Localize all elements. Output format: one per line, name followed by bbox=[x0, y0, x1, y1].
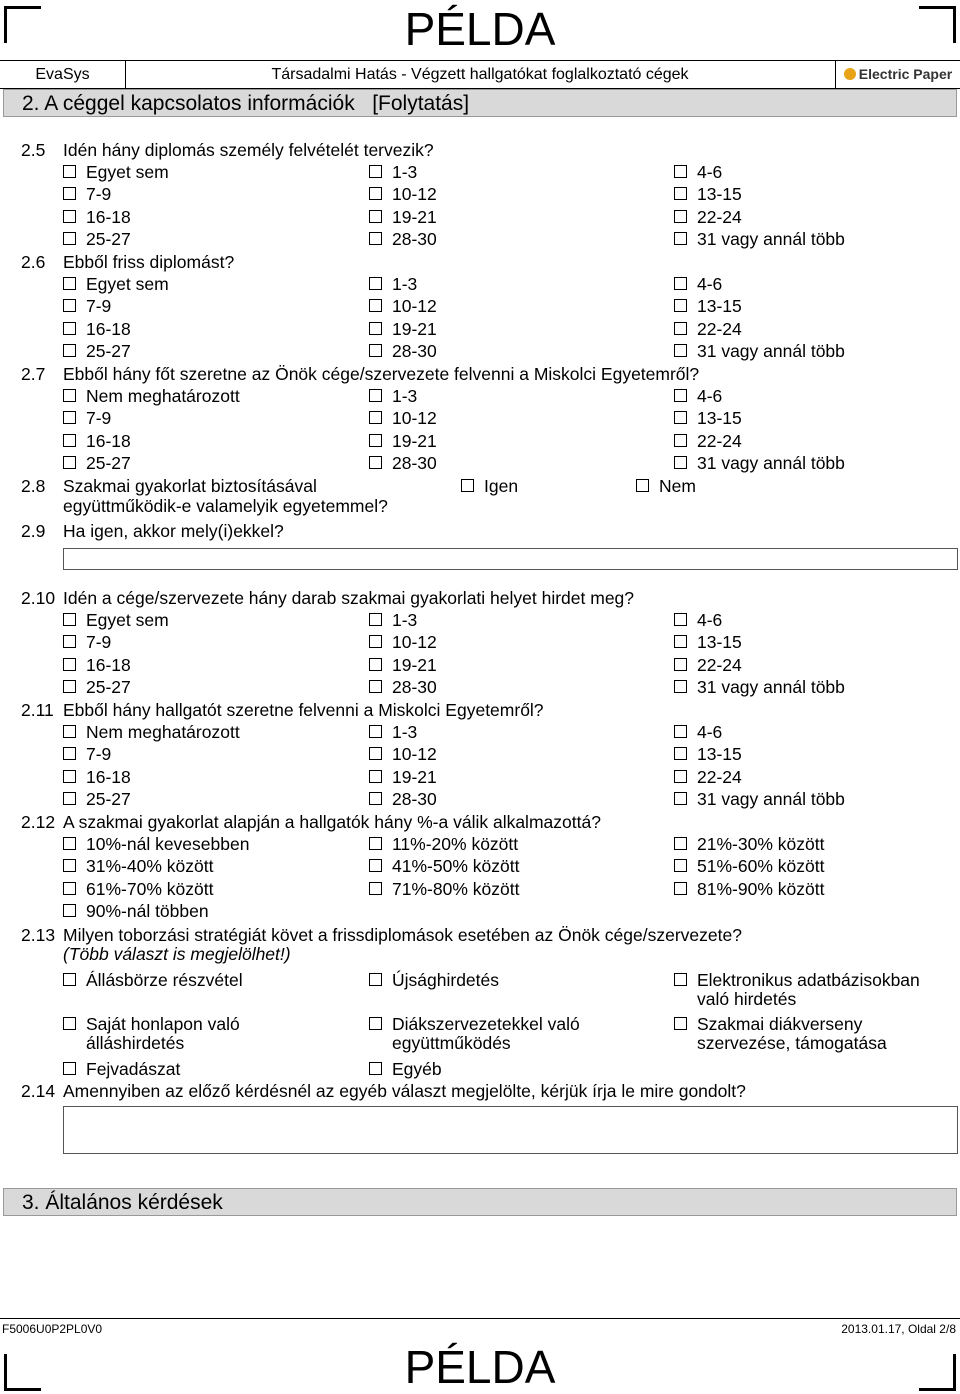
checkbox[interactable] bbox=[674, 456, 687, 469]
option-label: 1-3 bbox=[392, 722, 418, 742]
option-label: Egyet sem bbox=[86, 610, 169, 630]
checkbox[interactable] bbox=[674, 299, 687, 312]
checkbox[interactable] bbox=[674, 770, 687, 783]
option-label: 16-18 bbox=[86, 654, 131, 675]
option-label: 61%-70% között bbox=[86, 878, 214, 899]
question-text: Szakmai gyakorlat biztosításával bbox=[63, 476, 317, 496]
checkbox[interactable] bbox=[369, 210, 382, 223]
option-label: 41%-50% között bbox=[392, 856, 520, 877]
q2-5-label bbox=[0, 140, 960, 160]
checkbox[interactable] bbox=[63, 232, 76, 245]
checkbox[interactable] bbox=[63, 770, 76, 783]
checkbox[interactable] bbox=[63, 973, 76, 986]
question-number: 2.10 bbox=[21, 588, 56, 608]
checkbox[interactable] bbox=[674, 635, 687, 648]
checkbox[interactable] bbox=[674, 232, 687, 245]
checkbox[interactable] bbox=[674, 658, 687, 671]
option-label: 90%-nál többen bbox=[86, 901, 209, 922]
option-label: 13-15 bbox=[697, 184, 742, 205]
option-label: 22-24 bbox=[697, 430, 742, 451]
checkbox[interactable] bbox=[63, 680, 76, 693]
checkbox[interactable] bbox=[63, 389, 76, 402]
checkbox[interactable] bbox=[674, 210, 687, 223]
corner-mark-top-right bbox=[919, 6, 956, 43]
question-text: Idén hány diplomás személy felvételét tervezik? bbox=[63, 140, 434, 160]
checkbox[interactable] bbox=[63, 904, 76, 917]
question-text: Idén a cége/szervezete hány darab szakmai gyakorlati helyet hirdet meg? bbox=[63, 588, 635, 608]
q2-14-answer-field[interactable] bbox=[63, 1106, 958, 1154]
checkbox[interactable] bbox=[369, 658, 382, 671]
checkbox[interactable] bbox=[63, 411, 76, 424]
header-logo-text: Electric Paper bbox=[858, 66, 953, 82]
checkbox[interactable] bbox=[369, 837, 382, 850]
q2-6-label bbox=[0, 252, 960, 272]
question-number: 2.12 bbox=[21, 812, 56, 832]
option-label: Egyéb bbox=[392, 1059, 442, 1079]
question-text: Ebből hány főt szeretne az Önök cége/szervezete felvenni a Miskolci Egyetemről? bbox=[63, 364, 700, 384]
option-label: 31 vagy annál több bbox=[697, 229, 845, 250]
checkbox[interactable] bbox=[369, 680, 382, 693]
checkbox[interactable] bbox=[63, 165, 76, 178]
option-label: Újsághirdetés bbox=[392, 970, 499, 990]
question-text: Milyen toborzási stratégiát követ a frissdiplomások esetében az Önök cége/szervezete? bbox=[63, 925, 742, 945]
option-label: 16-18 bbox=[86, 766, 131, 787]
option-label: 7-9 bbox=[86, 744, 112, 765]
option-label: 16-18 bbox=[86, 318, 131, 339]
option-label: 4-6 bbox=[697, 722, 723, 742]
checkbox[interactable] bbox=[63, 859, 76, 872]
checkbox[interactable] bbox=[63, 613, 76, 626]
option-label: Egyet sem bbox=[86, 162, 169, 182]
option-label: 10-12 bbox=[392, 408, 437, 429]
option-label: 7-9 bbox=[86, 184, 112, 205]
checkbox[interactable] bbox=[63, 187, 76, 200]
checkbox[interactable] bbox=[369, 973, 382, 986]
question-number: 2.11 bbox=[21, 700, 54, 720]
checkbox[interactable] bbox=[674, 322, 687, 335]
form-header bbox=[0, 60, 960, 89]
question-number: 2.9 bbox=[21, 521, 46, 541]
checkbox[interactable] bbox=[674, 973, 687, 986]
header-title: Társadalmi Hatás - Végzett hallgatókat foglalkoztató cégek bbox=[271, 66, 689, 83]
option-label: 22-24 bbox=[697, 318, 742, 339]
q2-10-label bbox=[0, 588, 960, 608]
checkbox[interactable] bbox=[674, 187, 687, 200]
q2-13-label bbox=[0, 925, 960, 945]
checkbox[interactable] bbox=[674, 389, 687, 402]
q2-12-label bbox=[0, 812, 960, 832]
checkbox[interactable] bbox=[369, 344, 382, 357]
question-text: Ebből friss diplomást? bbox=[63, 252, 235, 272]
header-logo bbox=[836, 61, 960, 88]
watermark-top: PÉLDA bbox=[404, 3, 556, 55]
q2-8-label-line2: együttműködik-e valamelyik egyetemmel? bbox=[63, 496, 388, 516]
option-label: Nem meghatározott bbox=[86, 386, 240, 406]
checkbox[interactable] bbox=[369, 165, 382, 178]
option-label: 31 vagy annál több bbox=[697, 341, 845, 362]
checkbox[interactable] bbox=[63, 277, 76, 290]
option-label-line2: való hirdetés bbox=[697, 989, 797, 1009]
question-number: 2.6 bbox=[21, 252, 46, 272]
q2-7-label bbox=[0, 364, 960, 384]
option-label: 1-3 bbox=[392, 610, 418, 630]
checkbox[interactable] bbox=[636, 479, 649, 492]
option-label: 25-27 bbox=[86, 677, 131, 698]
section-2-title: 2. A céggel kapcsolatos információk [Folytatás] bbox=[22, 92, 470, 115]
option-label: 4-6 bbox=[697, 274, 723, 294]
checkbox[interactable] bbox=[674, 344, 687, 357]
corner-mark-bottom-left bbox=[4, 1354, 41, 1391]
question-number: 2.5 bbox=[21, 140, 46, 160]
option-label: 16-18 bbox=[86, 206, 131, 227]
checkbox[interactable] bbox=[674, 165, 687, 178]
option-label: 10-12 bbox=[392, 296, 437, 317]
q2-13-note: (Több választ is megjelölhet!) bbox=[63, 944, 291, 964]
electric-paper-logo-icon bbox=[844, 68, 856, 80]
checkbox[interactable] bbox=[63, 434, 76, 447]
option-label: 25-27 bbox=[86, 789, 131, 810]
option-label: 10-12 bbox=[392, 632, 437, 653]
option-label: Nem bbox=[659, 476, 696, 496]
checkbox[interactable] bbox=[369, 770, 382, 783]
option-label: 1-3 bbox=[392, 274, 418, 294]
checkbox[interactable] bbox=[674, 837, 687, 850]
option-label: 31 vagy annál több bbox=[697, 789, 845, 810]
option-label: 28-30 bbox=[392, 453, 437, 474]
checkbox[interactable] bbox=[63, 837, 76, 850]
checkbox[interactable] bbox=[369, 299, 382, 312]
question-text: A szakmai gyakorlat alapján a hallgatók hány %-a válik alkalmazottá? bbox=[63, 812, 601, 832]
option-label: 10%-nál kevesebben bbox=[86, 834, 250, 854]
option-label: 10-12 bbox=[392, 184, 437, 205]
option-label: 19-21 bbox=[392, 654, 437, 675]
checkbox[interactable] bbox=[369, 389, 382, 402]
checkbox[interactable] bbox=[369, 635, 382, 648]
checkbox[interactable] bbox=[674, 434, 687, 447]
option-label: 28-30 bbox=[392, 229, 437, 250]
option-label: 51%-60% között bbox=[697, 856, 825, 877]
q2-8-label bbox=[0, 476, 960, 496]
option-label: Egyet sem bbox=[86, 274, 169, 294]
checkbox[interactable] bbox=[63, 747, 76, 760]
option-label-line2: álláshirdetés bbox=[86, 1033, 185, 1053]
checkbox[interactable] bbox=[369, 859, 382, 872]
checkbox[interactable] bbox=[461, 479, 474, 492]
question-text: Amennyiben az előző kérdésnél az egyéb választ megjelölte, kérjük írja le mire gondolt? bbox=[63, 1081, 746, 1101]
checkbox[interactable] bbox=[674, 882, 687, 895]
option-label: 31%-40% között bbox=[86, 856, 214, 877]
option-label: Igen bbox=[484, 476, 519, 496]
watermark-bottom: PÉLDA bbox=[404, 1341, 556, 1393]
checkbox[interactable] bbox=[63, 344, 76, 357]
checkbox[interactable] bbox=[369, 456, 382, 469]
option-label: 7-9 bbox=[86, 632, 112, 653]
checkbox[interactable] bbox=[369, 882, 382, 895]
option-label-line2: együttműködés bbox=[392, 1033, 511, 1053]
option-label: 13-15 bbox=[697, 744, 742, 765]
question-number: 2.7 bbox=[21, 364, 46, 384]
option-label: 1-3 bbox=[392, 162, 418, 182]
option-label: 22-24 bbox=[697, 206, 742, 227]
footer-page-info: 2013.01.17, Oldal 2/8 bbox=[841, 1322, 956, 1336]
option-label: 7-9 bbox=[86, 296, 112, 317]
checkbox[interactable] bbox=[63, 456, 76, 469]
question-text: Ha igen, akkor mely(i)ekkel? bbox=[63, 521, 284, 541]
section-3-title: 3. Általános kérdések bbox=[22, 1191, 223, 1214]
option-label: 11%-20% között bbox=[392, 834, 519, 854]
option-label: 19-21 bbox=[392, 206, 437, 227]
option-label: 25-27 bbox=[86, 341, 131, 362]
checkbox[interactable] bbox=[369, 725, 382, 738]
option-label: 28-30 bbox=[392, 789, 437, 810]
option-label: 13-15 bbox=[697, 296, 742, 317]
option-label: 31 vagy annál több bbox=[697, 453, 845, 474]
option-label: 1-3 bbox=[392, 386, 418, 406]
checkbox[interactable] bbox=[63, 322, 76, 335]
checkbox[interactable] bbox=[63, 792, 76, 805]
option-label: Elektronikus adatbázisokban bbox=[697, 970, 920, 990]
option-label: 13-15 bbox=[697, 408, 742, 429]
option-label: Fejvadászat bbox=[86, 1059, 181, 1079]
option-label: 4-6 bbox=[697, 610, 723, 630]
corner-mark-bottom-right bbox=[919, 1354, 956, 1391]
footer-form-id: F5006U0P2PL0V0 bbox=[2, 1322, 103, 1336]
checkbox[interactable] bbox=[63, 299, 76, 312]
option-label: 19-21 bbox=[392, 318, 437, 339]
option-label: 81%-90% között bbox=[697, 878, 825, 899]
corner-mark-top-left bbox=[4, 6, 41, 43]
checkbox[interactable] bbox=[674, 725, 687, 738]
option-label: 28-30 bbox=[392, 341, 437, 362]
checkbox[interactable] bbox=[674, 411, 687, 424]
option-label: 7-9 bbox=[86, 408, 112, 429]
checkbox[interactable] bbox=[369, 1062, 382, 1075]
question-number: 2.13 bbox=[21, 925, 56, 945]
option-label: 16-18 bbox=[86, 430, 131, 451]
checkbox[interactable] bbox=[674, 680, 687, 693]
checkbox[interactable] bbox=[369, 277, 382, 290]
q2-14-label bbox=[0, 1081, 960, 1101]
checkbox[interactable] bbox=[63, 1062, 76, 1075]
option-label: Szakmai diákverseny bbox=[697, 1014, 863, 1034]
option-label: 71%-80% között bbox=[392, 878, 520, 899]
checkbox[interactable] bbox=[63, 210, 76, 223]
checkbox[interactable] bbox=[369, 792, 382, 805]
option-label: 31 vagy annál több bbox=[697, 677, 845, 698]
footer-rule bbox=[0, 1318, 960, 1319]
checkbox[interactable] bbox=[369, 747, 382, 760]
option-label: Diákszervezetekkel való bbox=[392, 1014, 580, 1034]
checkbox[interactable] bbox=[63, 725, 76, 738]
section-2-bar bbox=[3, 89, 957, 117]
option-label: 28-30 bbox=[392, 677, 437, 698]
checkbox[interactable] bbox=[674, 747, 687, 760]
option-label: 19-21 bbox=[392, 430, 437, 451]
checkbox[interactable] bbox=[674, 792, 687, 805]
option-label: 21%-30% között bbox=[697, 834, 825, 854]
option-label: 25-27 bbox=[86, 453, 131, 474]
option-label: 13-15 bbox=[697, 632, 742, 653]
header-brand: EvaSys bbox=[35, 66, 90, 83]
option-label: 4-6 bbox=[697, 386, 723, 406]
option-label: 19-21 bbox=[392, 766, 437, 787]
q2-11-label bbox=[0, 700, 960, 720]
option-label: 10-12 bbox=[392, 744, 437, 765]
question-number: 2.14 bbox=[21, 1081, 56, 1101]
checkbox[interactable] bbox=[369, 232, 382, 245]
q2-9-label bbox=[0, 521, 960, 541]
checkbox[interactable] bbox=[674, 1017, 687, 1030]
q2-9-answer-field[interactable] bbox=[63, 548, 958, 570]
checkbox[interactable] bbox=[674, 859, 687, 872]
checkbox[interactable] bbox=[63, 635, 76, 648]
option-label: Nem meghatározott bbox=[86, 722, 240, 742]
option-label: 22-24 bbox=[697, 654, 742, 675]
checkbox[interactable] bbox=[63, 1017, 76, 1030]
question-number: 2.8 bbox=[21, 476, 46, 496]
option-label: 4-6 bbox=[697, 162, 723, 182]
checkbox[interactable] bbox=[674, 277, 687, 290]
checkbox[interactable] bbox=[369, 1017, 382, 1030]
option-label: 22-24 bbox=[697, 766, 742, 787]
option-label: Saját honlapon való bbox=[86, 1014, 240, 1034]
checkbox[interactable] bbox=[674, 613, 687, 626]
checkbox[interactable] bbox=[369, 187, 382, 200]
checkbox[interactable] bbox=[369, 613, 382, 626]
option-label: 25-27 bbox=[86, 229, 131, 250]
checkbox[interactable] bbox=[369, 434, 382, 447]
checkbox[interactable] bbox=[369, 411, 382, 424]
question-text: Ebből hány hallgatót szeretne felvenni a Miskolci Egyetemről? bbox=[63, 700, 544, 720]
section-3-bar bbox=[3, 1188, 957, 1216]
checkbox[interactable] bbox=[63, 658, 76, 671]
option-label-line2: szervezése, támogatása bbox=[697, 1033, 887, 1053]
option-label: Állásbörze részvétel bbox=[86, 970, 243, 990]
checkbox[interactable] bbox=[369, 322, 382, 335]
checkbox[interactable] bbox=[63, 882, 76, 895]
